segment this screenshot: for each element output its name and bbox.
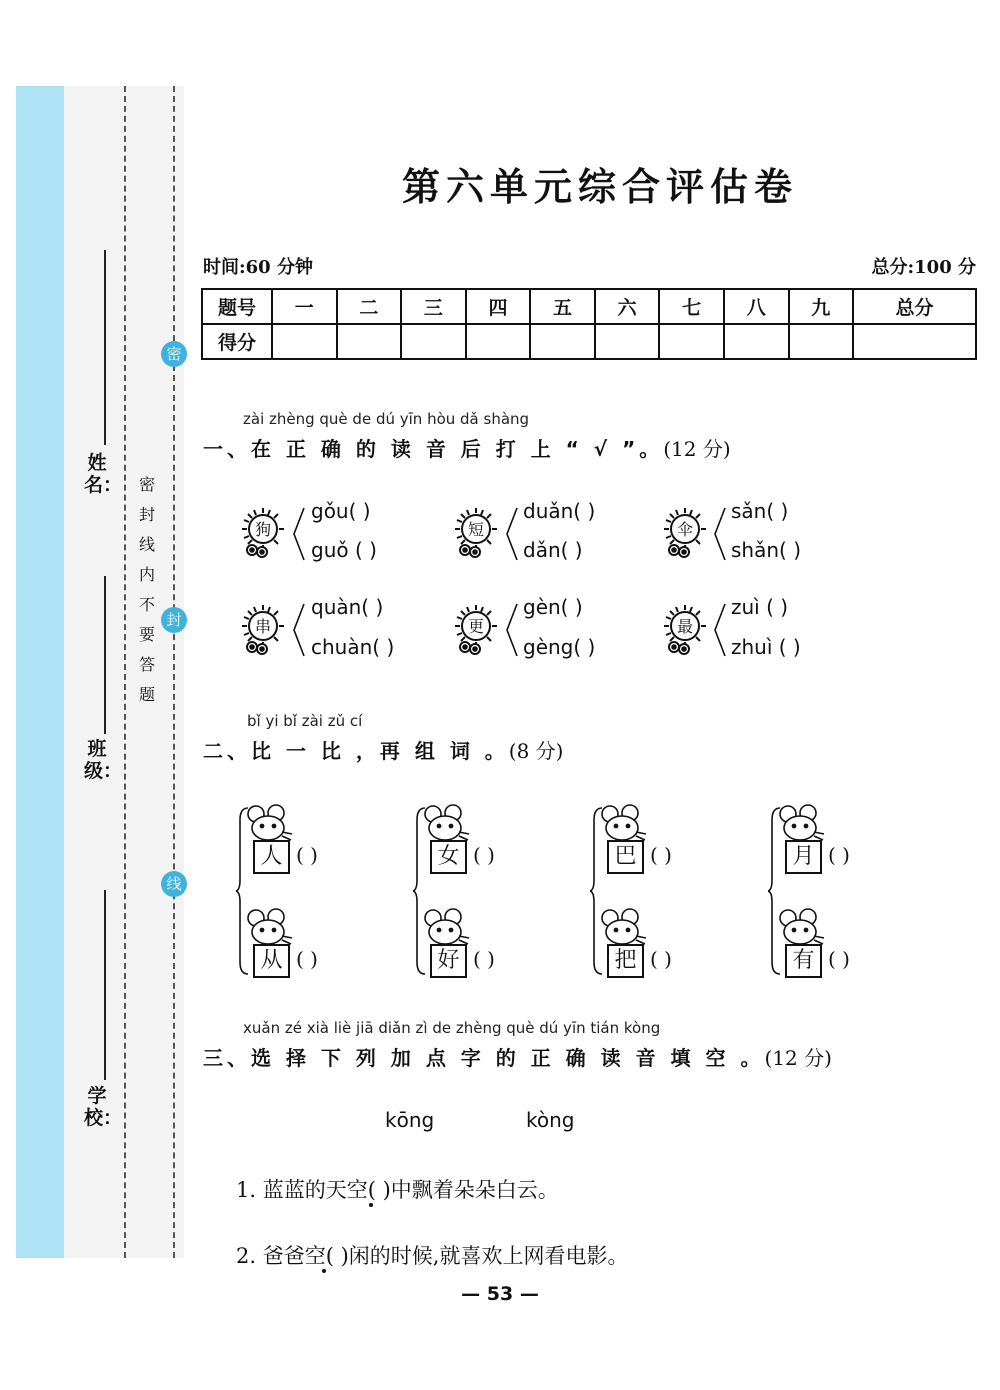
seal-mi-badge: 密 [161,341,187,367]
option-bracket-icon [505,506,519,562]
character-box: 巴 [607,840,644,874]
fill-in-sentence[interactable]: 1. 蓝蓝的天空( )中飘着朵朵白云。 [236,1178,559,1202]
option-bracket-icon [713,506,727,562]
section2-heading: 二、比 一 比 ，再 组 词 。(8 分) [203,739,564,763]
sun-character-icon [234,500,294,564]
pinyin-option[interactable]: dǎn( ) [523,538,583,562]
character-box: 女 [430,840,467,874]
mouse-icon [778,908,826,948]
score-cell[interactable] [659,324,724,359]
character-box: 人 [253,840,290,874]
score-header-cell: 八 [724,289,789,324]
answer-blank[interactable]: ( ) [650,843,672,867]
answer-blank[interactable]: ( ) [296,843,318,867]
score-header-cell: 四 [466,289,531,324]
score-header-cell: 七 [659,289,724,324]
school-field-label: 学校： [84,1085,123,1129]
pinyin-option[interactable]: zuì ( ) [731,595,789,619]
score-header-cell: 九 [789,289,854,324]
score-cell[interactable] [272,324,337,359]
option-bracket-icon [505,602,519,658]
pinyin-option[interactable]: guǒ ( ) [311,538,377,562]
score-cell[interactable] [595,324,660,359]
class-field-label: 班级： [84,738,123,782]
answer-blank[interactable]: ( ) [473,947,495,971]
score-cell[interactable] [401,324,466,359]
pinyin-option[interactable]: gèng( ) [523,635,596,659]
answer-blank[interactable]: ( ) [828,843,850,867]
total-score: 总分:100 分 [871,257,976,278]
sun-char: 伞 [676,520,693,539]
name-field-label: 姓名： [84,452,123,496]
pinyin-option[interactable]: duǎn( ) [523,499,596,523]
section1-pinyin: zài zhèng què de dú yīn hòu dǎ shàng [243,410,530,428]
section1-heading: 一、在 正 确 的 读 音 后 打 上 “ √ ”。(12 分) [203,437,731,461]
fill-in-sentence[interactable]: 2. 爸爸空( )闲的时候,就喜欢上网看电影。 [236,1244,629,1268]
sun-char: 狗 [254,520,271,539]
character-box: 有 [785,944,822,978]
mouse-icon [600,908,648,948]
answer-blank[interactable]: ( ) [296,947,318,971]
option-bracket-icon [292,602,306,658]
score-cell[interactable] [789,324,854,359]
seal-dashed-line [124,86,126,1258]
section2-pinyin: bǐ yi bǐ zài zǔ cí [247,712,363,730]
score-header-cell: 六 [595,289,660,324]
option-bracket-icon [292,506,306,562]
pinyin-option[interactable]: shǎn( ) [731,538,801,562]
sun-character-icon [656,500,716,564]
score-cell[interactable] [530,324,595,359]
mouse-icon [246,804,294,844]
pinyin-option[interactable]: chuàn( ) [311,635,395,659]
score-header-cell: 二 [337,289,402,324]
score-row-label: 得分 [202,324,272,359]
mouse-icon [246,908,294,948]
answer-blank[interactable]: ( ) [650,947,672,971]
binding-strip [16,86,64,1258]
section3-heading: 三、选 择 下 列 加 点 字 的 正 确 读 音 填 空 。(12 分) [203,1046,832,1070]
sun-character-icon [447,500,507,564]
character-box: 从 [253,944,290,978]
character-box: 把 [607,944,644,978]
score-header-cell: 总分 [853,289,976,324]
score-header-cell: 五 [530,289,595,324]
score-header-cell: 题号 [202,289,272,324]
seal-xian-badge: 线 [161,871,187,897]
page-number: — 53 — [461,1283,539,1305]
score-table [201,288,977,360]
score-header-cell: 一 [272,289,337,324]
emphasis-dot [369,1203,373,1207]
pinyin-choice: kòng [526,1108,575,1132]
school-field-line[interactable] [104,890,106,1080]
pinyin-option[interactable]: zhuì ( ) [731,635,801,659]
score-cell[interactable] [466,324,531,359]
mouse-icon [778,804,826,844]
score-table-score-row [202,324,976,359]
score-cell[interactable] [337,324,402,359]
time-limit: 时间:60 分钟 [203,257,313,278]
mouse-icon [423,804,471,844]
sun-char: 短 [467,520,484,539]
score-cell[interactable] [724,324,789,359]
emphasis-dot [322,1269,326,1273]
sun-char: 更 [467,617,484,636]
cut-dashed-line [173,86,175,1258]
pinyin-option[interactable]: gèn( ) [523,595,583,619]
sun-char: 最 [676,617,693,636]
answer-blank[interactable]: ( ) [473,843,495,867]
section3-pinyin: xuǎn zé xià liè jiā diǎn zì de zhèng què dú yīn tián kòng [243,1019,661,1037]
sun-character-icon [656,597,716,661]
sun-character-icon [234,597,294,661]
class-field-line[interactable] [104,576,106,734]
name-field-line[interactable] [104,250,106,445]
character-box: 好 [430,944,467,978]
answer-blank[interactable]: ( ) [828,947,850,971]
pinyin-option[interactable]: gǒu( ) [311,499,371,523]
score-header-cell: 三 [401,289,466,324]
sun-character-icon [447,597,507,661]
pinyin-option[interactable]: sǎn( ) [731,499,789,523]
seal-line-note: 密 封 线 内 不 要 答 题 [138,475,155,704]
seal-feng-badge: 封 [161,607,187,633]
score-table-header-row [202,289,976,324]
mouse-icon [423,908,471,948]
character-box: 月 [785,840,822,874]
option-bracket-icon [713,602,727,658]
sun-char: 串 [254,617,271,636]
pinyin-choice: kōng [385,1108,435,1132]
score-cell[interactable] [853,324,976,359]
page-title: 第六单元综合评估卷 [401,164,798,209]
mouse-icon [600,804,648,844]
pinyin-option[interactable]: quàn( ) [311,595,384,619]
